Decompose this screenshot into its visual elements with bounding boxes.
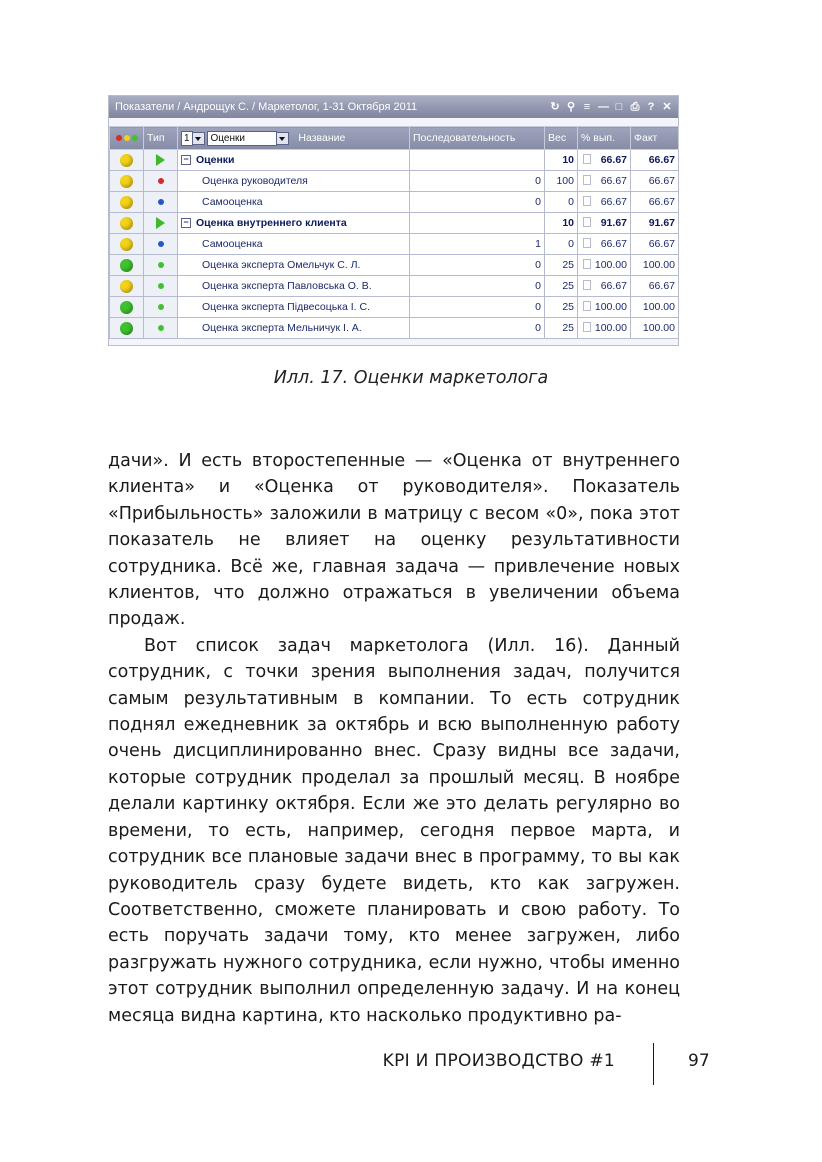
minimize-icon[interactable]: — <box>598 101 609 113</box>
weight-cell: 25 <box>545 297 578 318</box>
status-column-header[interactable] <box>110 127 144 150</box>
percent-value: 100.00 <box>594 301 627 313</box>
sequence-cell: 0 <box>410 192 545 213</box>
weight-cell: 25 <box>545 255 578 276</box>
type-column-header[interactable]: Тип <box>144 127 178 150</box>
table-row[interactable] <box>110 255 679 276</box>
name-column-header <box>178 127 410 150</box>
sequence-cell: 0 <box>410 255 545 276</box>
weight-cell: 10 <box>545 213 578 234</box>
sequence-cell: 1 <box>410 234 545 255</box>
status-cell <box>110 318 144 339</box>
percent-value: 91.67 <box>600 217 627 229</box>
note-icon <box>583 259 591 269</box>
weight-cell: 10 <box>545 150 578 171</box>
status-cell <box>110 234 144 255</box>
kpi-table <box>109 126 679 339</box>
green-status-icon <box>120 322 133 335</box>
footer-divider <box>653 1043 654 1085</box>
chevron-down-icon[interactable] <box>276 132 289 145</box>
weight-cell: 0 <box>545 234 578 255</box>
blue-dot-icon <box>158 199 164 205</box>
note-icon <box>583 280 591 290</box>
row-name: Оценка руководителя <box>202 175 308 187</box>
green-dot-icon <box>158 304 164 310</box>
type-cell <box>144 297 178 318</box>
row-name: Оценка внутреннего клиента <box>196 217 347 229</box>
name-cell[interactable] <box>178 150 410 171</box>
name-cell[interactable] <box>178 255 410 276</box>
yellow-status-icon <box>120 175 133 188</box>
percent-value: 100.00 <box>594 322 627 334</box>
fact-cell: 66.67 <box>631 234 679 255</box>
table-row[interactable] <box>110 234 679 255</box>
widget-toolbar <box>550 96 672 118</box>
collapse-icon[interactable]: − <box>181 155 191 165</box>
status-cell <box>110 276 144 297</box>
green-status-icon <box>120 259 133 272</box>
green-status-icon <box>120 301 133 314</box>
percent-cell <box>578 276 631 297</box>
name-header-label[interactable]: Название <box>298 131 346 144</box>
name-cell[interactable] <box>178 192 410 213</box>
table-row[interactable] <box>110 171 679 192</box>
print-icon[interactable]: ⎙ <box>630 101 640 113</box>
sequence-cell: 0 <box>410 276 545 297</box>
sequence-column-header[interactable]: Последовательность <box>410 127 545 150</box>
table-row[interactable] <box>110 150 679 171</box>
yellow-status-icon <box>120 238 133 251</box>
green-dot-icon <box>158 325 164 331</box>
status-cell <box>110 297 144 318</box>
fact-column-header[interactable]: Факт <box>631 127 679 150</box>
name-cell[interactable] <box>178 276 410 297</box>
percent-value: 100.00 <box>594 259 627 271</box>
weight-cell: 0 <box>545 192 578 213</box>
name-cell[interactable] <box>178 213 410 234</box>
type-cell <box>144 276 178 297</box>
yellow-status-icon <box>120 217 133 230</box>
yellow-status-icon <box>120 154 133 167</box>
note-icon <box>583 154 591 164</box>
sequence-cell <box>410 213 545 234</box>
percent-cell <box>578 255 631 276</box>
note-icon <box>583 196 591 206</box>
fact-cell: 66.67 <box>631 150 679 171</box>
percent-value: 66.67 <box>600 238 627 250</box>
fact-cell: 100.00 <box>631 297 679 318</box>
percent-column-header[interactable]: % вып. <box>578 127 631 150</box>
type-cell <box>144 213 178 234</box>
name-cell[interactable] <box>178 297 410 318</box>
fact-cell: 66.67 <box>631 276 679 297</box>
table-row[interactable] <box>110 297 679 318</box>
percent-value: 66.67 <box>600 154 627 166</box>
status-cell <box>110 255 144 276</box>
row-name: Самооценка <box>202 196 263 208</box>
traffic-light-icon <box>113 135 140 141</box>
weight-cell: 25 <box>545 318 578 339</box>
fact-cell: 100.00 <box>631 318 679 339</box>
note-icon <box>583 301 591 311</box>
blue-dot-icon <box>158 241 164 247</box>
paragraph: Вот список задач маркетолога (Илл. 16). Данный сотрудник, с точки зрения выполнения задач, получится самым результативным в компании. То есть сотрудник поднял ежедневник за октябрь и всю выполненную работу очень дисциплинированно внес. Сразу видны все задачи, которые сотрудник проделал за прошлый месяц. В ноябре делали картинку октября. Если же это делать регулярно во времени, то есть, например, сегодня первое марта, и сотрудник все плановые задачи внес в программу, то вы как руководитель сразу будете видеть, кто как загружен. Соответственно, сможете планировать и свою работу. То есть поручать задачи тому, кто менее загружен, либо разгружать нужного сотрудника, если нужно, чтобы именно этот сотрудник выполнил определенную задачу. И на конец месяца видна картина, кто насколько продуктивно ра- <box>108 635 680 1026</box>
percent-cell <box>578 297 631 318</box>
weight-cell: 100 <box>545 171 578 192</box>
type-cell <box>144 234 178 255</box>
chevron-down-icon[interactable] <box>192 132 205 145</box>
type-cell <box>144 255 178 276</box>
name-cell[interactable] <box>178 318 410 339</box>
yellow-status-icon <box>120 196 133 209</box>
collapse-icon[interactable]: − <box>181 218 191 228</box>
yellow-status-icon <box>120 280 133 293</box>
status-cell <box>110 150 144 171</box>
play-icon <box>156 154 165 166</box>
page-number: 97 <box>688 1051 710 1071</box>
note-icon <box>583 238 591 248</box>
table-row[interactable] <box>110 192 679 213</box>
row-name: Оценка эксперта Мельничук І. А. <box>202 322 362 334</box>
table-row[interactable] <box>110 276 679 297</box>
weight-cell: 25 <box>545 276 578 297</box>
status-cell <box>110 171 144 192</box>
percent-cell <box>578 150 631 171</box>
note-icon <box>583 322 591 332</box>
level-select[interactable]: 1 <box>181 131 193 146</box>
type-cell <box>144 150 178 171</box>
maximize-icon[interactable]: □ <box>615 101 623 113</box>
percent-value: 66.67 <box>600 175 627 187</box>
search-icon[interactable]: ⚲ <box>566 101 576 113</box>
paragraph: дачи». И есть второстепенные — «Оценка от внутреннего клиента» и «Оценка от руководителя». Показатель «Прибыльность» заложили в матрицу с весом «0», пока этот показатель не влияет на оценку результативности сотрудника. Всё же, главная задача — привлечение новых клиентов, что должно отражаться в увеличении объема продаж. <box>108 451 680 630</box>
widget-titlebar <box>109 96 678 118</box>
percent-cell <box>578 234 631 255</box>
refresh-icon[interactable]: ↻ <box>550 101 560 113</box>
type-cell <box>144 318 178 339</box>
row-name: Оценка эксперта Підвесоцька І. С. <box>202 301 371 313</box>
running-footer-title: KPI И ПРОИЗВОДСТВО #1 <box>382 1051 615 1071</box>
fact-cell: 66.67 <box>631 171 679 192</box>
filter-select[interactable]: Оценки <box>207 131 277 146</box>
sequence-cell: 0 <box>410 171 545 192</box>
kpi-widget-screenshot <box>108 95 679 346</box>
name-cell[interactable] <box>178 171 410 192</box>
percent-value: 66.67 <box>600 280 627 292</box>
sequence-cell: 0 <box>410 318 545 339</box>
table-row[interactable] <box>110 318 679 339</box>
widget-title: Показатели / Андрощук С. / Маркетолог, 1-31 Октября 2011 <box>115 101 418 113</box>
fact-cell: 91.67 <box>631 213 679 234</box>
fact-cell: 66.67 <box>631 192 679 213</box>
row-name: Оценка эксперта Омельчук С. Л. <box>202 259 361 271</box>
red-dot-icon <box>158 178 164 184</box>
figure-caption: Илл. 17. Оценки маркетолога <box>273 368 549 388</box>
weight-column-header[interactable]: Вес <box>545 127 578 150</box>
percent-value: 66.67 <box>600 196 627 208</box>
percent-cell <box>578 171 631 192</box>
percent-cell <box>578 192 631 213</box>
percent-cell <box>578 318 631 339</box>
name-cell[interactable] <box>178 234 410 255</box>
percent-cell <box>578 213 631 234</box>
row-name: Оценка эксперта Павловська О. В. <box>202 280 372 292</box>
note-icon <box>583 175 591 185</box>
type-cell <box>144 192 178 213</box>
table-header-row <box>110 127 679 150</box>
row-name: Оценки <box>196 154 235 166</box>
play-icon <box>156 217 165 229</box>
row-name: Самооценка <box>202 238 263 250</box>
status-cell <box>110 213 144 234</box>
fact-cell: 100.00 <box>631 255 679 276</box>
green-dot-icon <box>158 283 164 289</box>
sequence-cell <box>410 150 545 171</box>
sequence-cell: 0 <box>410 297 545 318</box>
status-cell <box>110 192 144 213</box>
green-dot-icon <box>158 262 164 268</box>
type-cell <box>144 171 178 192</box>
note-icon <box>583 217 591 227</box>
list-icon[interactable]: ≡ <box>583 101 591 113</box>
help-icon[interactable]: ? <box>647 101 655 113</box>
body-text <box>108 448 680 1029</box>
close-icon[interactable]: ✕ <box>662 101 672 113</box>
table-row[interactable] <box>110 213 679 234</box>
